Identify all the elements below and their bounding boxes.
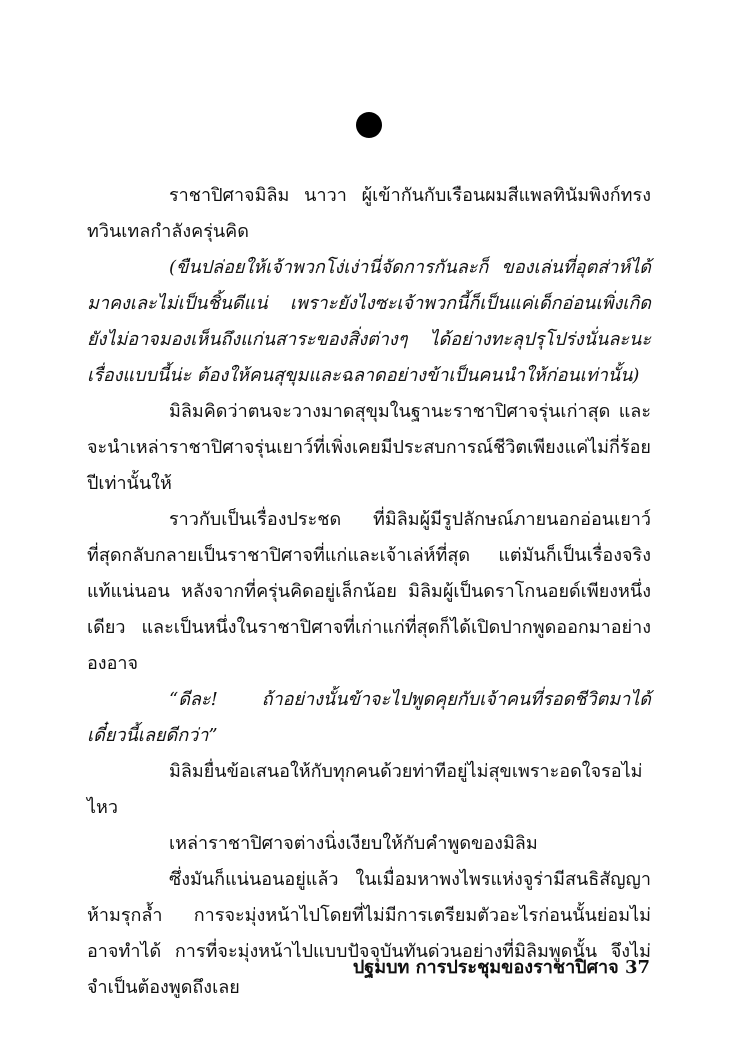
paragraph-5: “ดีละ! ถ้าอย่างนั้นข้าจะไปพูดคุยกับเจ้าคนที่รอดชีวิตมาได้เดี๋ยวนี้เลยดีกว่า”: [87, 689, 651, 746]
paragraph-4: ราวกับเป็นเรื่องประชด ที่มิลิมผู้มีรูปลักษณ์ภายนอกอ่อนเยาว์ที่สุดกลับกลายเป็นราชาปิศาจที่แก่และเจ้าเล่ห์ที่สุด แต่มันก็เป็นเรื่องจริงแท้แน่นอน หลังจากที่ครุ่นคิดอยู่เล็กน้อย มิลิมผู้เป็นดราโกนอยด์เพียงหนึ่งเดียว และเป็นหนึ่งในราชาปิศาจที่เก่าแก่ที่สุดก็ได้เปิดปากพูดออกมาอย่างองอาจ: [87, 509, 651, 674]
page-footer: ปฐมบท การประชุมของราชาปิศาจ 37: [352, 957, 650, 978]
paragraph-7: เหล่าราชาปิศาจต่างนิ่งเงียบให้กับคำพูดของมิลิม: [169, 833, 538, 854]
paragraph-8: ซึ่งมันก็แน่นอนอยู่แล้ว ในเมื่อมหาพงไพรแห่งจูร่ามีสนธิสัญญาห้ามรุกล้ำ การจะมุ่งหน้าไปโดยที่ไม่มีการเตรียมตัวอะไรก่อนนั้นย่อมไม่อาจทำได้ การที่จะมุ่งหน้าไปแบบปัจจุบันทันด่วนอย่างที่มิลิมพูดนั้น จึงไม่จำเป็นต้องพูดถึงเลย: [87, 869, 651, 998]
paragraph-2: (ขืนปล่อยให้เจ้าพวกโง่เง่านี่จัดการกันละก็ ของเล่นที่อุตส่าห์ได้มาคงเละไม่เป็นชิ้นดีแน่ เพราะยังไงซะเจ้าพวกนี้ก็เป็นแค่เด็กอ่อนเพิ่งเกิดยังไม่อาจมองเห็นถึงแก่นสาระของสิ่งต่างๆ ได้อย่างทะลุปรุโปร่งนั่นละนะเรื่องแบบนี้น่ะ ต้องให้คนสุขุมและฉลาดอย่างข้าเป็นคนนำให้ก่อนเท่านั้น): [87, 257, 651, 386]
paragraph-1: ราชาปิศาจมิลิม นาวา ผู้เข้ากันกับเรือนผมสีแพลทินัมพิงก์ทรงทวินเทลกำลังครุ่นคิด: [87, 185, 651, 242]
paragraph-6: มิลิมยื่นข้อเสนอให้กับทุกคนด้วยท่าทีอยู่ไม่สุขเพราะอดใจรอไม่ไหว: [87, 761, 643, 818]
page-content: [87, 178, 651, 1006]
paragraph-3: มิลิมคิดว่าตนจะวางมาดสุขุมในฐานะราชาปิศาจรุ่นเก่าสุด และจะนำเหล่าราชาปิศาจรุ่นเยาว์ที่เพิ่งเคยมีประสบการณ์ชีวิตเพียงแค่ไม่กี่ร้อยปีเท่านั้นให้: [87, 401, 651, 494]
section-bullet: [356, 112, 382, 138]
